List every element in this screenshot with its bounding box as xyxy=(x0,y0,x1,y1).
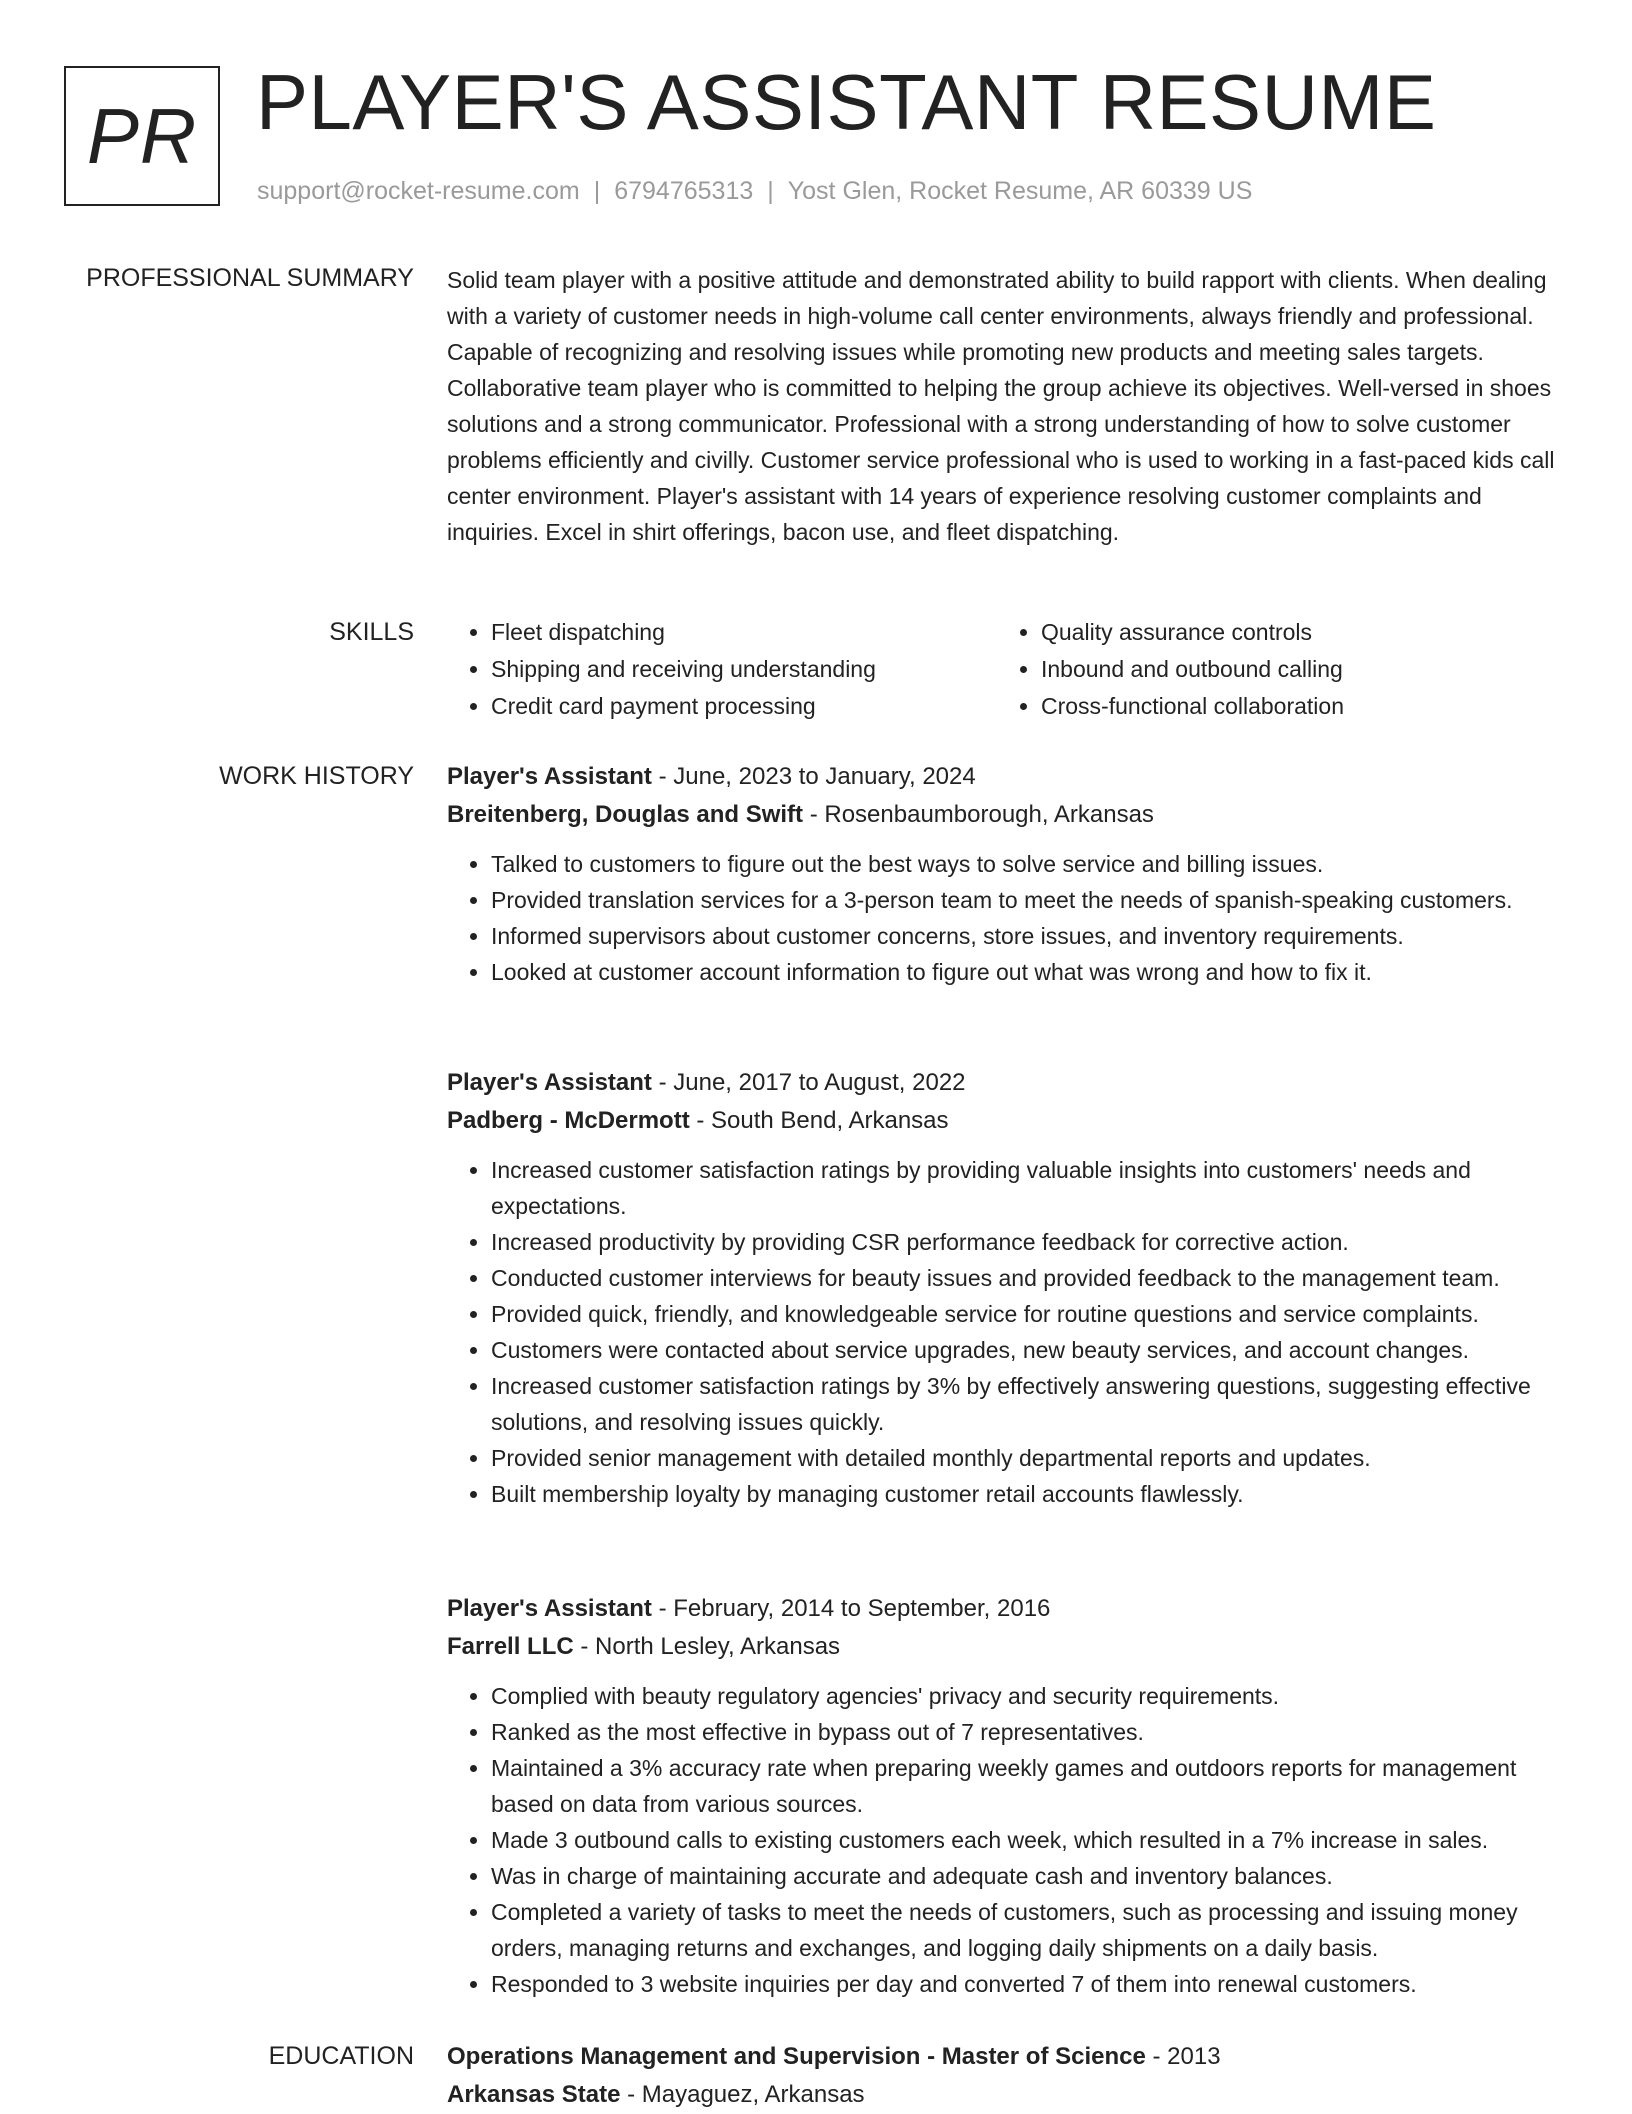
job-bullet: • Talked to customers to figure out the best ways to solve service and billing issues. xyxy=(491,846,1565,882)
job-bullets xyxy=(447,846,1565,990)
job-bullet: • Built membership loyalty by managing customer retail accounts flawlessly. xyxy=(491,1476,1565,1512)
section-label-summary: PROFESSIONAL SUMMARY xyxy=(86,264,414,292)
job-bullet: • Ranked as the most effective in bypass out of 7 representatives. xyxy=(491,1714,1565,1750)
job-bullet: • Conducted customer interviews for beauty issues and provided feedback to the management team. xyxy=(491,1260,1565,1296)
job-company: Farrell LLC xyxy=(447,1633,574,1660)
job-bullet: • Responded to 3 website inquiries per day and converted 7 of them into renewal customers. xyxy=(491,1966,1565,2002)
job-entry xyxy=(447,1064,1565,1512)
job-title-line xyxy=(447,1064,1565,1102)
job-entry xyxy=(447,758,1565,990)
job-company: Padberg - McDermott xyxy=(447,1107,690,1134)
job-title-line xyxy=(447,1590,1565,1628)
job-bullet: • Customers were contacted about service upgrades, new beauty services, and account changes. xyxy=(491,1332,1565,1368)
summary-text: Solid team player with a positive attitude and demonstrated ability to build rapport with clients. When dealing with a variety of customer needs in high-volume call center environments, always friendly and professional. Capable of recognizing and resolving issues while promoting new products and meeting sales targets. Collaborative team player who is committed to helping the group achieve its objectives. Well-versed in shoes solutions and a strong communicator. Professional with a strong understanding of how to solve customer problems efficiently and civilly. Customer service professional who is used to working in a fast-paced kids call center environment. Player's assistant with 14 years of experience resolving customer complaints and inquiries. Excel in shirt offerings, bacon use, and fleet dispatching. xyxy=(447,267,1555,545)
job-title: Player's Assistant xyxy=(447,1069,652,1096)
job-title: Player's Assistant xyxy=(447,763,652,790)
job-bullet: • Completed a variety of tasks to meet the needs of customers, such as processing and issuing money orders, managing returns and exchanges, and logging daily shipments on a daily basis. xyxy=(491,1894,1565,1966)
contact-separator: | xyxy=(593,177,601,205)
skill-item: • Fleet dispatching xyxy=(491,614,997,651)
skill-item: • Shipping and receiving understanding xyxy=(491,651,997,688)
job-bullet: • Provided senior management with detailed monthly departmental reports and updates. xyxy=(491,1440,1565,1476)
contact-separator: | xyxy=(767,177,774,205)
contact-phone[interactable]: 6794765313 xyxy=(614,177,754,205)
job-dates: - June, 2017 to August, 2022 xyxy=(651,1069,966,1096)
education-school: Arkansas State xyxy=(447,2081,621,2108)
education-location: - Mayaguez, Arkansas xyxy=(620,2081,865,2108)
job-bullet: • Complied with beauty regulatory agencies' privacy and security requirements. xyxy=(491,1678,1565,1714)
resume-title: PLAYER'S ASSISTANT RESUME xyxy=(256,58,1437,146)
contact-address: Yost Glen, Rocket Resume, AR 60339 US xyxy=(787,177,1253,205)
job-company: Breitenberg, Douglas and Swift xyxy=(447,801,804,828)
skills-columns xyxy=(447,614,1565,725)
section-label-work-history: WORK HISTORY xyxy=(219,762,414,790)
job-bullet: • Maintained a 3% accuracy rate when preparing weekly games and outdoors reports for management based on data from various sources. xyxy=(491,1750,1565,1822)
monogram-initials: PR xyxy=(86,91,198,180)
job-location: - South Bend, Arkansas xyxy=(689,1107,949,1134)
job-location: - North Lesley, Arkansas xyxy=(573,1633,841,1660)
section-label-education: EDUCATION xyxy=(268,2042,414,2070)
education-entry xyxy=(447,2038,1565,2114)
skill-item: • Quality assurance controls xyxy=(1041,614,1547,651)
education-year: - 2013 xyxy=(1145,2043,1221,2070)
job-bullet: • Provided quick, friendly, and knowledgeable service for routine questions and service complaints. xyxy=(491,1296,1565,1332)
job-bullets xyxy=(447,1678,1565,2002)
monogram-box xyxy=(64,66,220,206)
job-company-line xyxy=(447,1628,1565,1666)
job-entry xyxy=(447,1590,1565,2002)
contact-line xyxy=(257,174,1252,208)
job-location: - Rosenbaumborough, Arkansas xyxy=(803,801,1154,828)
education-degree: Operations Management and Supervision - Master of Science xyxy=(447,2043,1146,2070)
job-bullet: • Made 3 outbound calls to existing customers each week, which resulted in a 7% increase in sales. xyxy=(491,1822,1565,1858)
job-bullet: • Informed supervisors about customer concerns, store issues, and inventory requirements. xyxy=(491,918,1565,954)
job-bullets xyxy=(447,1152,1565,1512)
job-bullet: • Provided translation services for a 3-person team to meet the needs of spanish-speaking customers. xyxy=(491,882,1565,918)
contact-email[interactable]: support@rocket-resume.com xyxy=(257,177,580,205)
skill-item: • Credit card payment processing xyxy=(491,688,997,725)
job-company-line xyxy=(447,1102,1565,1140)
skill-item: • Inbound and outbound calling xyxy=(1041,651,1547,688)
skills-list-left xyxy=(447,614,997,725)
section-label-skills: SKILLS xyxy=(329,618,414,646)
job-bullet: • Increased customer satisfaction ratings by 3% by effectively answering questions, suggesting effective solutions, and resolving issues quickly. xyxy=(491,1368,1565,1440)
job-title-line xyxy=(447,758,1565,796)
job-bullet: • Increased productivity by providing CSR performance feedback for corrective action. xyxy=(491,1224,1565,1260)
skill-item: • Cross-functional collaboration xyxy=(1041,688,1547,725)
job-bullet: • Looked at customer account information to figure out what was wrong and how to fix it. xyxy=(491,954,1565,990)
job-bullet: • Was in charge of maintaining accurate and adequate cash and inventory balances. xyxy=(491,1858,1565,1894)
job-dates: - June, 2023 to January, 2024 xyxy=(651,763,976,790)
job-dates: - February, 2014 to September, 2016 xyxy=(651,1595,1051,1622)
skills-list-right xyxy=(997,614,1547,725)
job-company-line xyxy=(447,796,1565,834)
education-school-line xyxy=(447,2076,1565,2114)
job-bullet: • Increased customer satisfaction ratings by providing valuable insights into customers' needs and expectations. xyxy=(491,1152,1565,1224)
education-degree-line xyxy=(447,2038,1565,2076)
job-title: Player's Assistant xyxy=(447,1595,652,1622)
